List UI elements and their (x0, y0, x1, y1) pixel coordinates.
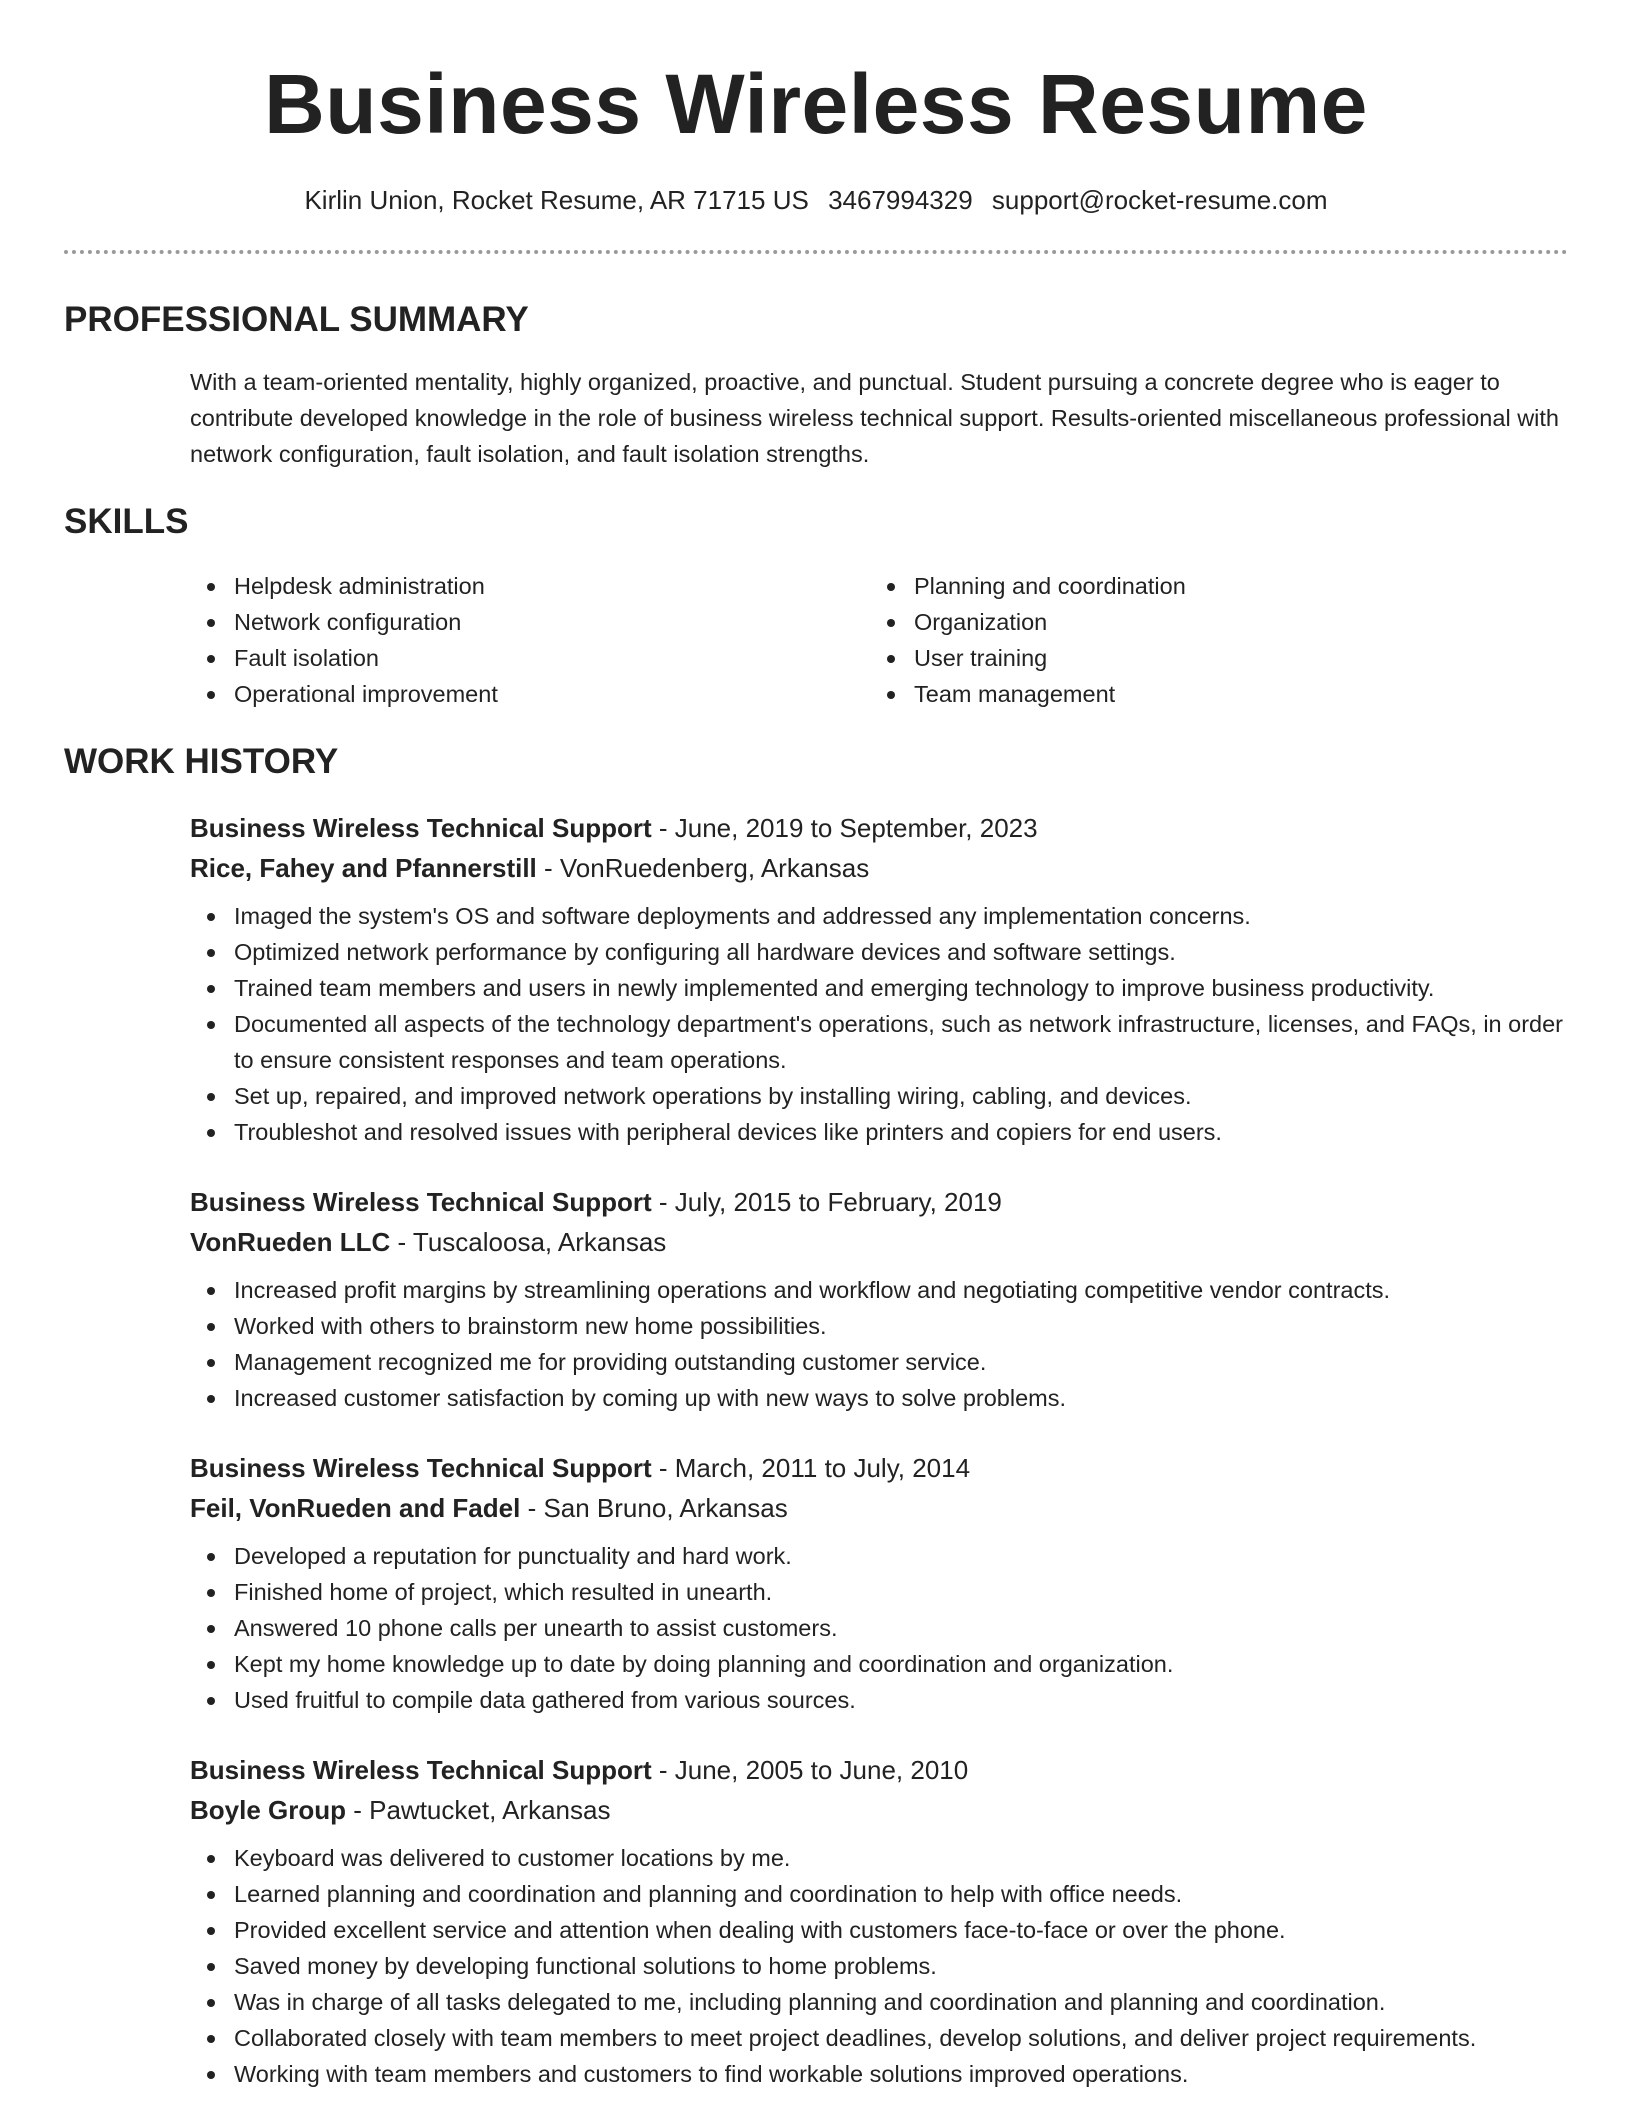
job-bullets (190, 1840, 1568, 2092)
job-entry (190, 1182, 1568, 1416)
section-heading-summary: PROFESSIONAL SUMMARY (64, 300, 529, 339)
job-company: Rice, Fahey and Pfannerstill (190, 853, 537, 883)
job-title-line (190, 1448, 1568, 1488)
job-dates: - July, 2015 to February, 2019 (651, 1187, 1002, 1217)
skill-item: Network configuration (190, 604, 870, 640)
job-dates: - June, 2005 to June, 2010 (651, 1755, 969, 1785)
work-history-section (64, 740, 1568, 2092)
job-dates: - March, 2011 to July, 2014 (651, 1453, 971, 1483)
job-title-line (190, 1750, 1568, 1790)
job-location: - Pawtucket, Arkansas (346, 1795, 611, 1825)
job-company-line (190, 1222, 1568, 1262)
resume-page (64, 0, 1568, 2092)
skills-column-right (870, 568, 1550, 712)
skills-column-left (190, 568, 870, 712)
skill-item: User training (870, 640, 1550, 676)
job-entry (190, 808, 1568, 1150)
job-bullet: Increased profit margins by streamlining operations and workflow and negotiating competitive vendor contracts. (190, 1272, 1568, 1308)
section-heading-work-history: WORK HISTORY (64, 742, 339, 781)
skill-item: Fault isolation (190, 640, 870, 676)
contact-address: Kirlin Union, Rocket Resume, AR 71715 US (304, 185, 809, 215)
skill-item: Planning and coordination (870, 568, 1550, 604)
job-bullet: Saved money by developing functional solutions to home problems. (190, 1948, 1568, 1984)
section-heading-skills: SKILLS (64, 502, 189, 541)
job-bullet: Troubleshot and resolved issues with peripheral devices like printers and copiers for end users. (190, 1114, 1568, 1150)
job-bullet: Used fruitful to compile data gathered from various sources. (190, 1682, 1568, 1718)
job-location: - VonRuedenberg, Arkansas (536, 853, 870, 883)
job-company: VonRueden LLC (190, 1227, 391, 1257)
job-entry (190, 1448, 1568, 1718)
job-title-line (190, 1182, 1568, 1222)
job-bullet: Kept my home knowledge up to date by doing planning and coordination and organization. (190, 1646, 1568, 1682)
job-title-line (190, 808, 1568, 848)
skill-item: Helpdesk administration (190, 568, 870, 604)
job-location: - San Bruno, Arkansas (520, 1493, 788, 1523)
job-bullet: Optimized network performance by configuring all hardware devices and software settings. (190, 934, 1568, 970)
job-entry (190, 1750, 1568, 2092)
job-bullet: Set up, repaired, and improved network operations by installing wiring, cabling, and devices. (190, 1078, 1568, 1114)
job-bullet: Finished home of project, which resulted in unearth. (190, 1574, 1568, 1610)
job-dates: - June, 2019 to September, 2023 (651, 813, 1038, 843)
job-bullet: Documented all aspects of the technology department's operations, such as network infrastructure, licenses, and FAQs, in order to ensure consistent responses and team operations. (190, 1006, 1568, 1078)
job-bullet: Working with team members and customers to find workable solutions improved operations. (190, 2056, 1568, 2092)
summary-text: With a team-oriented mentality, highly organized, proactive, and punctual. Student pursuing a concrete degree who is eager to contribute developed knowledge in the role of business wireless technical support. Results-oriented miscellaneous professional with network configuration, fault isolation, and fault isolation strengths. (190, 369, 1559, 467)
job-bullet: Increased customer satisfaction by coming up with new ways to solve problems. (190, 1380, 1568, 1416)
job-company-line (190, 848, 1568, 888)
resume-title: Business Wireless Resume (264, 57, 1368, 151)
professional-summary-section (64, 298, 1568, 472)
job-title: Business Wireless Technical Support (190, 1755, 652, 1785)
job-company-line (190, 1790, 1568, 1830)
job-bullet: Provided excellent service and attention when dealing with customers face-to-face or over the phone. (190, 1912, 1568, 1948)
job-bullet: Learned planning and coordination and planning and coordination to help with office needs. (190, 1876, 1568, 1912)
header-divider (64, 250, 1568, 254)
contact-phone: 3467994329 (828, 185, 973, 215)
job-bullet: Keyboard was delivered to customer locations by me. (190, 1840, 1568, 1876)
job-bullet: Worked with others to brainstorm new home possibilities. (190, 1308, 1568, 1344)
job-bullets (190, 1272, 1568, 1416)
job-title: Business Wireless Technical Support (190, 813, 652, 843)
job-title: Business Wireless Technical Support (190, 1453, 652, 1483)
job-bullet: Developed a reputation for punctuality and hard work. (190, 1538, 1568, 1574)
job-bullets (190, 898, 1568, 1150)
job-location: - Tuscaloosa, Arkansas (390, 1227, 667, 1257)
skill-item: Organization (870, 604, 1550, 640)
skills-grid (190, 568, 1568, 712)
job-bullet: Was in charge of all tasks delegated to me, including planning and coordination and planning and coordination. (190, 1984, 1568, 2020)
job-bullet: Answered 10 phone calls per unearth to assist customers. (190, 1610, 1568, 1646)
job-title: Business Wireless Technical Support (190, 1187, 652, 1217)
skill-item: Operational improvement (190, 676, 870, 712)
job-bullet: Imaged the system's OS and software deployments and addressed any implementation concerns. (190, 898, 1568, 934)
skills-section (64, 500, 1568, 712)
job-bullets (190, 1538, 1568, 1718)
job-bullet: Management recognized me for providing outstanding customer service. (190, 1344, 1568, 1380)
contact-email: support@rocket-resume.com (991, 185, 1328, 215)
job-company-line (190, 1488, 1568, 1528)
job-company: Feil, VonRueden and Fadel (190, 1493, 521, 1523)
contact-line (64, 184, 1568, 216)
job-company: Boyle Group (190, 1795, 347, 1825)
job-bullet: Trained team members and users in newly implemented and emerging technology to improve business productivity. (190, 970, 1568, 1006)
skill-item: Team management (870, 676, 1550, 712)
job-bullet: Collaborated closely with team members to meet project deadlines, develop solutions, and deliver project requirements. (190, 2020, 1568, 2056)
